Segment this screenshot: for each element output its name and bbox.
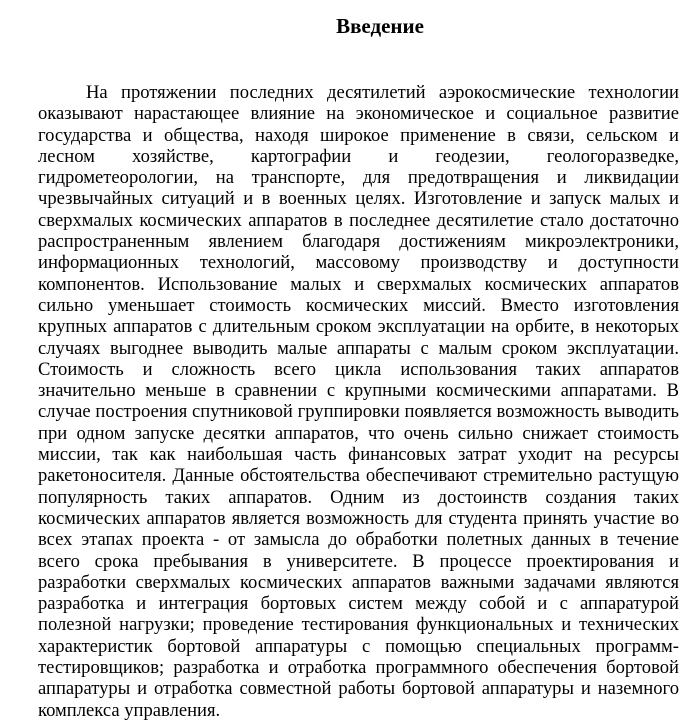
page-title: Введение <box>336 14 424 38</box>
body-paragraph: На протяжении последних десятилетий аэрокосмические технологии оказывают нарастающее влияние на экономическое и социальное развитие государства и общества, находя широкое применение в связи, сельском и лесном хозяйстве, картографии и геодезии, геологоразведке, гидрометеорологии, на транспорте, для предотвращения и ликвидации чрезвычайных ситуаций и в военных целях. Изготовление и запуск малых и сверхмалых космических аппаратов в последнее десятилетие стало достаточно распространенным явлением благодаря достижениям микроэлектроники, информационных технологий, массовому производству и доступности компонентов. Использование малых и сверхмалых космических аппаратов сильно уменьшает стоимость космических миссий. Вместо изготовления крупных аппаратов с длительным сроком эксплуатации на орбите, в некоторых случаях выгоднее выводить малые аппараты с малым сроком эксплуатации. Стоимость и сложность всего цикла использования таких аппаратов значительно меньше в сравнении с крупными космическими аппаратами. В случае построения спутниковой группировки появляется возможность выводить при одном запуске десятки аппаратов, что очень сильно снижает стоимость миссии, так как наибольшая часть финансовых затрат уходит на ресурсы ракетоносителя. Данные обстоятельства обеспечивают стремительно растущую популярность таких аппаратов. Одним из достоинств создания таких космических аппаратов является возможность для студента принять участие во всех этапах проекта - от замысла до обработки полетных данных в течение всего срока пребывания в университете. В процессе проектирования и разработки сверхмалых космических аппаратов важными задачами являются разработка и интеграция бортовых систем между собой и с аппаратурой полезной нагрузки; проведение тестирования функциональных и технических характеристик бортовой аппаратуры с помощью специальных программ-тестировщиков; разработка и отработка программного обеспечения бортовой аппаратуры и отработка совместной работы бортовой аппаратуры и наземного комплекса управления. <box>38 82 679 721</box>
